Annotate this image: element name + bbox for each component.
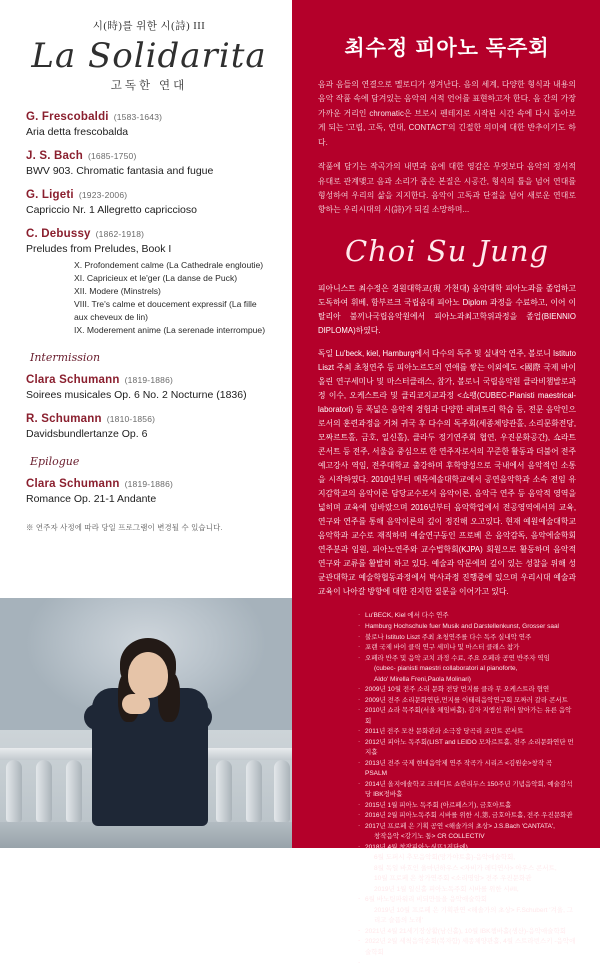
movement-item: IX. Moderement anime (La serenade interrompue) <box>74 324 266 335</box>
composer-line <box>26 413 272 425</box>
work-title: Soirees musicales Op. 6 No. 2 Nocturne (1836) <box>26 388 247 401</box>
poster-subtitle: 고독한 연대 <box>110 79 188 92</box>
composer-name: G. Frescobaldi <box>26 110 109 123</box>
composer-line <box>26 111 272 123</box>
credit-item: · 2012년 피아노 독주회(LIST and LEIDO 모차르트홀, 전주 소리문화연단 먼지홀 <box>358 738 576 759</box>
composer-name: R. Schumann <box>26 412 102 425</box>
credit-item: · 2016년 2월 피아노독주회 시바를 위한 시,第, 금호아트홀, 전주 우진문화관 <box>358 811 576 822</box>
composer-line <box>26 150 272 162</box>
credit-item: · 2010년 쇼라 목주회(서울 체임버홀), 김자 지엠선 휘어 알아가는 유른 음악회 <box>358 706 576 727</box>
credit-item: · 오페라 반주 및 음악 코치 과정 수료, 주요 오페라 공연 반주자 역임 <box>358 654 576 665</box>
program-item <box>26 189 272 217</box>
credit-item: · 2014년 올지에솔학교 크레디트 쇼란리두스 150주년 기념음악회, 예술감석당 IBK정바홀 <box>358 780 576 801</box>
credit-item: · 2022년 2월 세척음악순회(복자함) 세종체양관홀, 4월 스트라빈스키 -음악애술학회 <box>358 937 576 958</box>
recital-title: 최수정 피아노 독주회 <box>344 37 550 60</box>
program-list-2 <box>26 374 272 441</box>
composer-line <box>26 478 272 490</box>
poster-title: La Solidarita <box>31 36 267 76</box>
composer-name: Clara Schumann <box>26 373 120 386</box>
composer-name: C. Debussy <box>26 228 91 241</box>
composer-name: J. S. Bach <box>26 149 83 162</box>
program-item <box>26 150 272 178</box>
composer-name: Clara Schumann <box>26 478 120 491</box>
work-title: BWV 903. Chromatic fantasia and fugue <box>26 164 214 177</box>
credit-item: · 6월 바노팅파워리 비되만들을 음악애술학회 <box>358 895 576 906</box>
composer-years: (1862-1918) <box>95 229 145 240</box>
credit-item: 10월 프로페 은 창가연주회 <소리명암> 전주 우진문화관 <box>374 875 532 883</box>
movement-item: X. Profondement calme (La Cathedrale engloutie) <box>74 260 264 271</box>
right-column <box>292 0 600 956</box>
credit-item: · 2018년 4월 창작피아노싱뜨1진단에), <box>358 843 576 854</box>
intro-paragraph: 음과 음들의 연결으로 멜로디가 생겨난다. 음의 세계, 다양한 형식과 내용의 음악 작품 속에 담겨있는 음악의 서적 언어를 표현하고자 한다. 음 간의 가장 가까운 거리인 chromatic은 브로시 펜테지로 시작된 시간 속에 다시 돌아보게 되는 '고립, 고독, 연대, CONTACT'의 긴절한 의미에 대한 반추이기도 하다. <box>318 80 576 147</box>
credit-item: 2019년 1월 일신홀 피아노독주회 시바를 위한 시#II, <box>374 885 519 893</box>
credit-item: 2019년 10월 프로페 은 기획관연 <해솔가의 초상> F.Schubert '겨울, 그리고 슬픔의 노래' <box>374 906 573 925</box>
composer-years: (1685-1750) <box>87 150 137 161</box>
program-item <box>26 374 272 402</box>
credit-item: · 2017년 프로페 은 기획 공연 <해솔가의 초상> J.S.Bach 'CANTATA', <box>358 822 576 833</box>
program-item <box>26 228 272 337</box>
movement-item: VIII. Tre's calme et doucement expressif (La fille aux cheveux de lin) <box>74 299 257 322</box>
credit-item: · 2009년 10월 전주 소리 문화 전당 먼지를 클라 무 오케스트라 협연 <box>358 685 576 696</box>
program-item <box>26 413 272 441</box>
movement-item: XI. Capricieux et le'ger (La danse de Puck) <box>74 273 238 284</box>
composer-years: (1819-1886) <box>124 479 174 490</box>
movement-item: XII. Modere (Minstrels) <box>74 286 161 297</box>
credit-item: · Hamburg Hochschule fuer Musik and Darstellenkunst, Grosser saal <box>358 622 576 633</box>
program-list-3 <box>26 478 272 506</box>
series-kicker: 시(時)를 위한 시(詩) III <box>92 21 206 32</box>
work-title: Capriccio Nr. 1 Allegretto capriccioso <box>26 204 197 217</box>
composer-years: (1819-1886) <box>124 374 174 385</box>
credit-item: (cubec- pianisti maestri collaboratori al pianoforte, <box>374 665 518 673</box>
performer-photo <box>0 598 292 848</box>
composer-line <box>26 228 272 240</box>
left-column <box>0 0 292 848</box>
program-panel <box>0 0 292 533</box>
composer-line <box>26 189 272 201</box>
program-note: ※ 연주자 사정에 따라 당일 프로그램이 변경될 수 있습니다. <box>26 523 223 533</box>
credits-list <box>318 611 576 958</box>
composer-line <box>26 374 272 386</box>
credit-item: Aldo' Mirella Freni,Paola Molinari) <box>374 675 471 683</box>
bio-paragraph: 피아니스트 최수정은 경원대학교(現 가천대) 음악대학 피아노과를 졸업하고 도독하여 휘베, 함부르크 국립음대 피아노 Diplom 과정을 수료하고, 이어 이탈리아 불끼나국립음악원에서 피아노과최고학위과정을 졸업(BIENNIO DIPLOMA)하였다. <box>318 283 576 335</box>
composer-name: G. Ligeti <box>26 189 74 202</box>
work-title: Aria detta frescobalda <box>26 125 129 138</box>
composer-years: (1923-2006) <box>78 190 128 201</box>
work-title: Romance Op. 21-1 Andante <box>26 493 157 506</box>
program-item <box>26 478 272 506</box>
work-title: Preludes from Preludes, Book I <box>26 243 172 256</box>
program-item <box>26 111 272 139</box>
credit-item: · 2013년 전주 국제 현대음악제 연주 작곡가 시리즈 <김원순>창작 곡 PSALM <box>358 759 576 780</box>
credit-item: 창작음악 <강기노 통> CR COLLECTIV <box>374 833 485 841</box>
epilogue-label: Epilogue <box>30 455 80 469</box>
bio-paragraph: 독일 Lu'beck, kiel, Hamburg에서 다수의 독주 및 실내악 연주, 볼로니 Istituto Liszt 주최 초청연주 등 피아노르도의 연애를 쌓는 이외에도 <國際 국제 바이올린 연구세미나 및 마스터클래스, 참가, 볼로니 국립음악원 클라비챔발로과정 이수, 오케스트라 및 클리코지교과정 <쇼팽(CUBEC-Pianisti maestrical-laboratori) 등 폭넓은 음악적 경험과 다양한 레퍼토리 학습 등, 전문 음악인으로서의 훈련과정을 거쳐 귀국 후 다수의 독주회(세종체양관홀, 소리문화전당, 모짜르트홀, 금호, 일신홀), 클라두 정기연주회 협연, 우진문화공간), 쇼라트 콘서트 등 전주, 서울을 중심으로 한 연주자로서의 꾸준한 활동과 더불어 전주 예고강사 역임, 전주대학교 출강하며 후학양성으로 국내에서 음악적인 소통을 시작하였다. 2010년부터 메목에솔대학교에서 공연음악학과 소속 전임 유지감학교의 음악이론 담당교수로서 음악이론, 음악극 연주 등 음악적 영역을 넓히며 교육에 임바랐으며 2016년부터 음악학업에서 전공영역에서의 교육, 연구와 연주를 통해 음악이론의 깊이 정진해 오고있다. 현재 예원예술대학교 음악학과 교수로 재직하며 예술연구동인 프로베 은 음악감독, 음악에술학회 연주분과 임원, 피아노연주와 교수법학회(KJPA) 회원으로 활동하며 음악적 연구와 교류를 활발히 하고 있다. 예술과 악문에의 깊이 있는 성찰을 위해 성균관대학교 예술학협동과정에서 박사과정 진행중에 있으며 우리시대 예술과 교육이 나아갈 방향에 대한 진지한 질문을 이어가고 있다. <box>318 348 576 597</box>
program-list-1 <box>26 111 272 337</box>
credit-item: 6월 도퍼시 추모음악회(망가야트홀)-음악애술학회, <box>374 854 516 862</box>
credit-item: · 2009년 전주 소리문화연단,먼지를 이태리음악연구회 모짜러 갈라 콘서트 <box>358 696 576 707</box>
composer-years: (1810-1856) <box>106 413 156 424</box>
credit-item: · 2015년 1월 피아노 독주회 (아르페스기), 금호아트홀 <box>358 801 576 812</box>
credit-item: · Lu'BECK, Kiel 에서 다수 연주 <box>358 611 576 622</box>
composer-years: (1583-1643) <box>113 111 163 122</box>
performer-name-script: Choi Su Jung <box>344 233 550 268</box>
movement-list <box>34 259 272 336</box>
credit-item: · 2021년 4월 21세기장상활(남신홀), 10월 IBK챔바홀(생산)-음악애술학회 <box>358 927 576 938</box>
work-title: Davidsbundlertanze Op. 6 <box>26 427 148 440</box>
pianist-figure <box>74 626 224 826</box>
credit-item: · 포랜 국제 바이 클릭 연구 세미나 및 마스터 클래스 참가 <box>358 643 576 654</box>
credit-item: · 불로나 Istituto Liszt 주최 초청연주를 다수 독주 실내악 연주 <box>358 633 576 644</box>
intermission-label: Intermission <box>30 350 101 364</box>
intro-paragraph: 작품에 담기는 작곡가의 내면과 음에 대한 영감은 무엇보다 음악의 정서적 유대로 관계맺고 음과 소리가 좁은 본질은 시공간, 형식의 틀을 넘어 연대를 형성하여 우리의 삶을 지지한다. 음악이 고독과 단절을 넘어 새로운 연대로 향하는 우리시대의 시(詩)가 되길 소망하며... <box>318 162 576 215</box>
credit-item: 8월 독일 바흐인 울마년하우스 <자비가 레디연사> 아우스 콘서트, <box>374 864 557 872</box>
credit-item: · 2011년 전주 모찬 문화관과 소극장 당곡리 조민트 콘서트 <box>358 727 576 738</box>
